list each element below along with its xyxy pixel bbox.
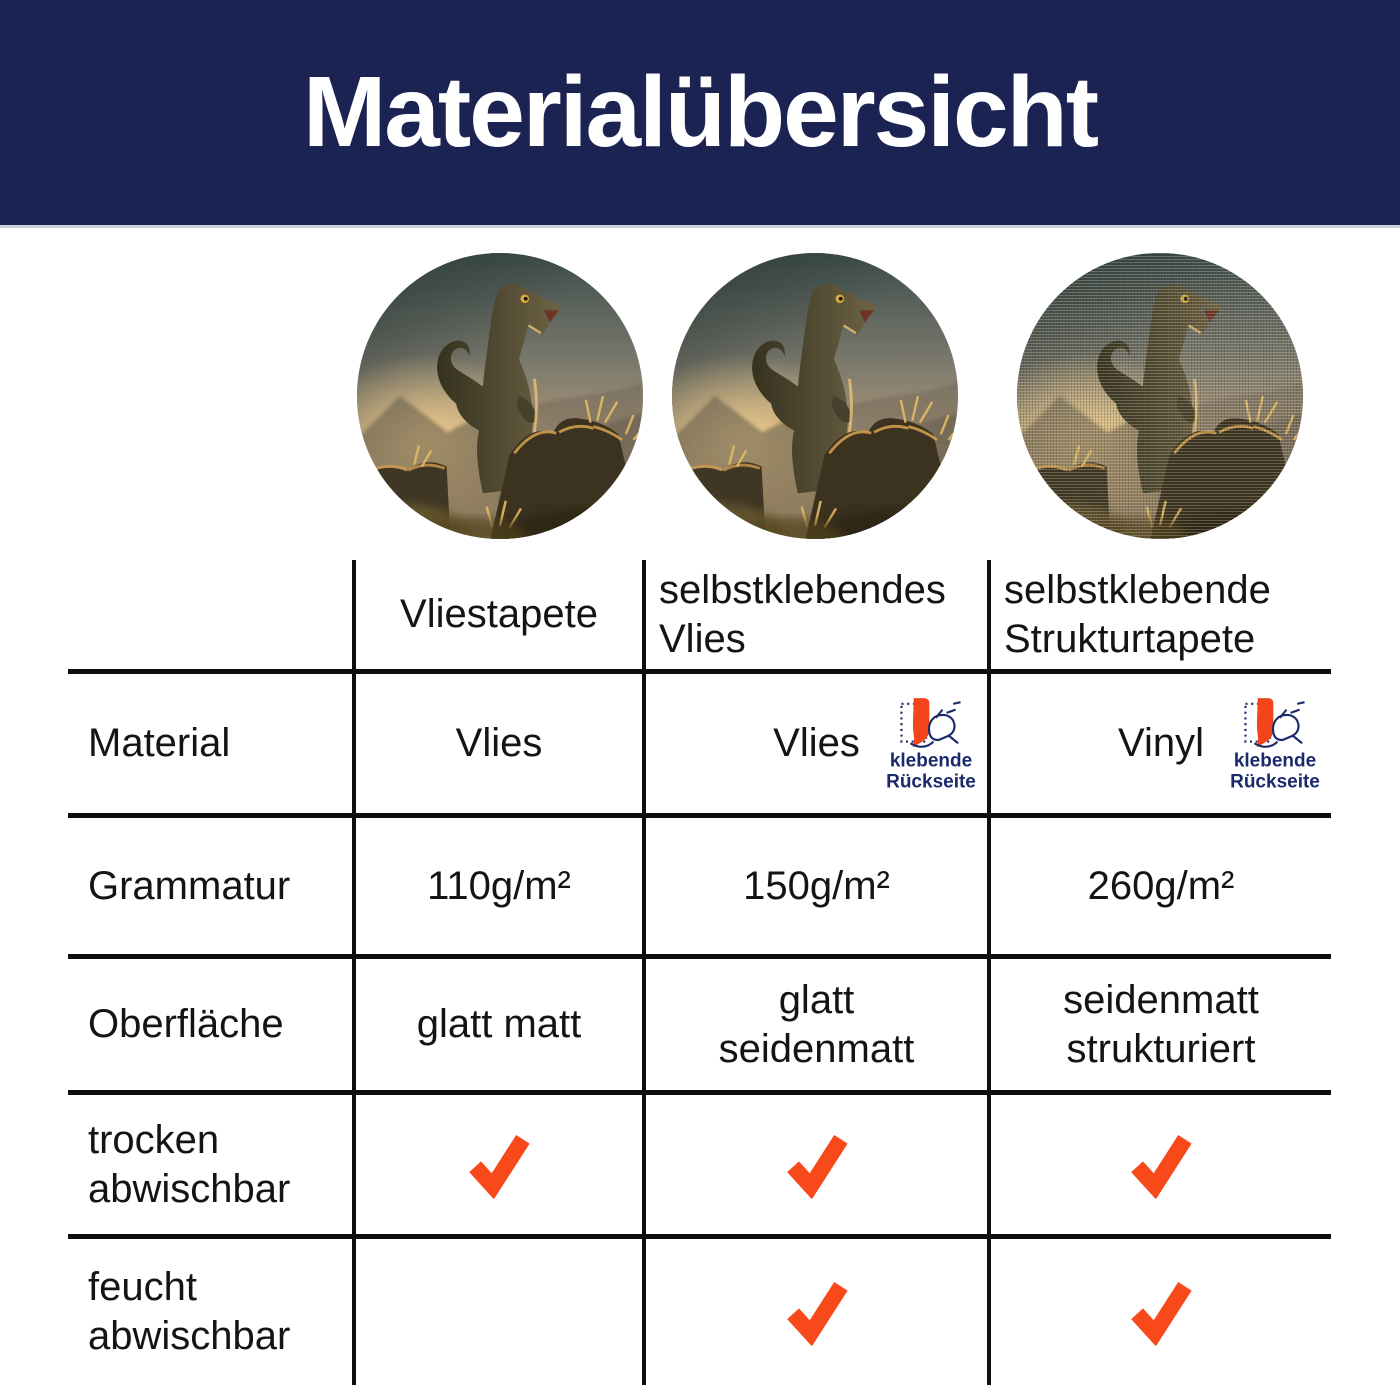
row-label-line: abwischbar	[88, 1166, 291, 1211]
row-label-grammatur	[68, 813, 352, 954]
cell-grammatur-vliestapete	[352, 813, 642, 954]
column-title-line: selbstklebende	[1004, 567, 1271, 612]
column-title-line: selbstklebendes	[659, 567, 946, 612]
cell-trocken-vliestapete	[352, 1090, 642, 1234]
badge-label-line: klebende	[1233, 750, 1317, 772]
row-label-material	[68, 669, 352, 813]
column-header-vliestapete	[352, 560, 642, 669]
dinosaur-scene	[672, 253, 958, 539]
row-label-text: Material	[88, 721, 231, 766]
peel-sticker-icon	[899, 694, 963, 750]
row-label-feucht-abwischbar	[68, 1234, 352, 1385]
row-label-oberflaeche	[68, 954, 352, 1090]
product-image-strukturtapete	[1017, 253, 1303, 539]
peel-sticker-icon	[1243, 694, 1307, 750]
header-band	[0, 0, 1400, 228]
cell-feucht-strukturtapete	[987, 1234, 1331, 1385]
row-label-line: trocken	[88, 1117, 220, 1162]
column-header-selbstklebendes-vlies	[642, 560, 987, 669]
cell-trocken-selbstklebendes-vlies	[642, 1090, 987, 1234]
cell-value: Vlies	[773, 721, 860, 766]
row-label-line: abwischbar	[88, 1314, 291, 1358]
row-label-text: Oberfläche	[88, 1002, 284, 1047]
cell-trocken-strukturtapete	[987, 1090, 1331, 1234]
check-icon	[786, 1278, 848, 1346]
check-icon	[1130, 1278, 1192, 1346]
cell-material-vliestapete	[352, 669, 642, 813]
column-header-strukturtapete	[987, 560, 1331, 669]
product-image-vliestapete	[357, 253, 643, 539]
cell-oberflaeche-vliestapete	[352, 954, 642, 1090]
check-icon	[468, 1131, 530, 1199]
product-image-selbstklebendes-vlies	[672, 253, 958, 539]
structure-texture-overlay	[1017, 253, 1303, 539]
badge-label	[886, 750, 976, 793]
table-corner-empty	[68, 560, 352, 669]
cell-value-line: strukturiert	[1066, 1026, 1256, 1071]
badge-label	[1230, 750, 1320, 793]
cell-value-line: seidenmatt	[718, 1026, 915, 1071]
cell-material-strukturtapete	[987, 669, 1331, 813]
column-title: Vliestapete	[400, 592, 598, 637]
cell-feucht-selbstklebendes-vlies	[642, 1234, 987, 1385]
cell-value: 150g/m²	[743, 863, 890, 908]
row-label-trocken-abwischbar	[68, 1090, 352, 1234]
cell-value-line: seidenmatt	[1063, 977, 1259, 1022]
cell-oberflaeche-selbstklebendes-vlies	[642, 954, 987, 1090]
badge-label-line: Rückseite	[1230, 771, 1320, 793]
cell-oberflaeche-strukturtapete	[987, 954, 1331, 1090]
cell-grammatur-strukturtapete	[987, 813, 1331, 954]
cell-value-line: glatt matt	[416, 1002, 582, 1047]
dinosaur-scene	[357, 253, 643, 539]
cell-value: 110g/m²	[427, 863, 571, 908]
cell-material-selbstklebendes-vlies	[642, 669, 987, 813]
column-title-line: Strukturtapete	[1004, 616, 1256, 661]
row-label-line: feucht	[88, 1265, 197, 1310]
badge-label-line: klebende	[889, 750, 973, 772]
row-label-text: Grammatur	[88, 863, 291, 908]
check-icon	[1130, 1131, 1192, 1199]
cell-value: 260g/m²	[1087, 863, 1235, 908]
check-icon	[786, 1131, 848, 1199]
adhesive-back-badge	[879, 694, 983, 793]
comparison-table	[68, 560, 1331, 1385]
badge-label-line: Rückseite	[886, 771, 976, 793]
cell-value-line: glatt	[778, 977, 855, 1022]
cell-value: Vinyl	[1118, 721, 1204, 766]
cell-feucht-vliestapete-empty	[352, 1234, 642, 1385]
column-title-line: Vlies	[659, 616, 746, 661]
cell-grammatur-selbstklebendes-vlies	[642, 813, 987, 954]
adhesive-back-badge	[1223, 694, 1327, 793]
page-title: Materialübersicht	[302, 56, 1098, 168]
cell-value: Vlies	[455, 721, 543, 766]
